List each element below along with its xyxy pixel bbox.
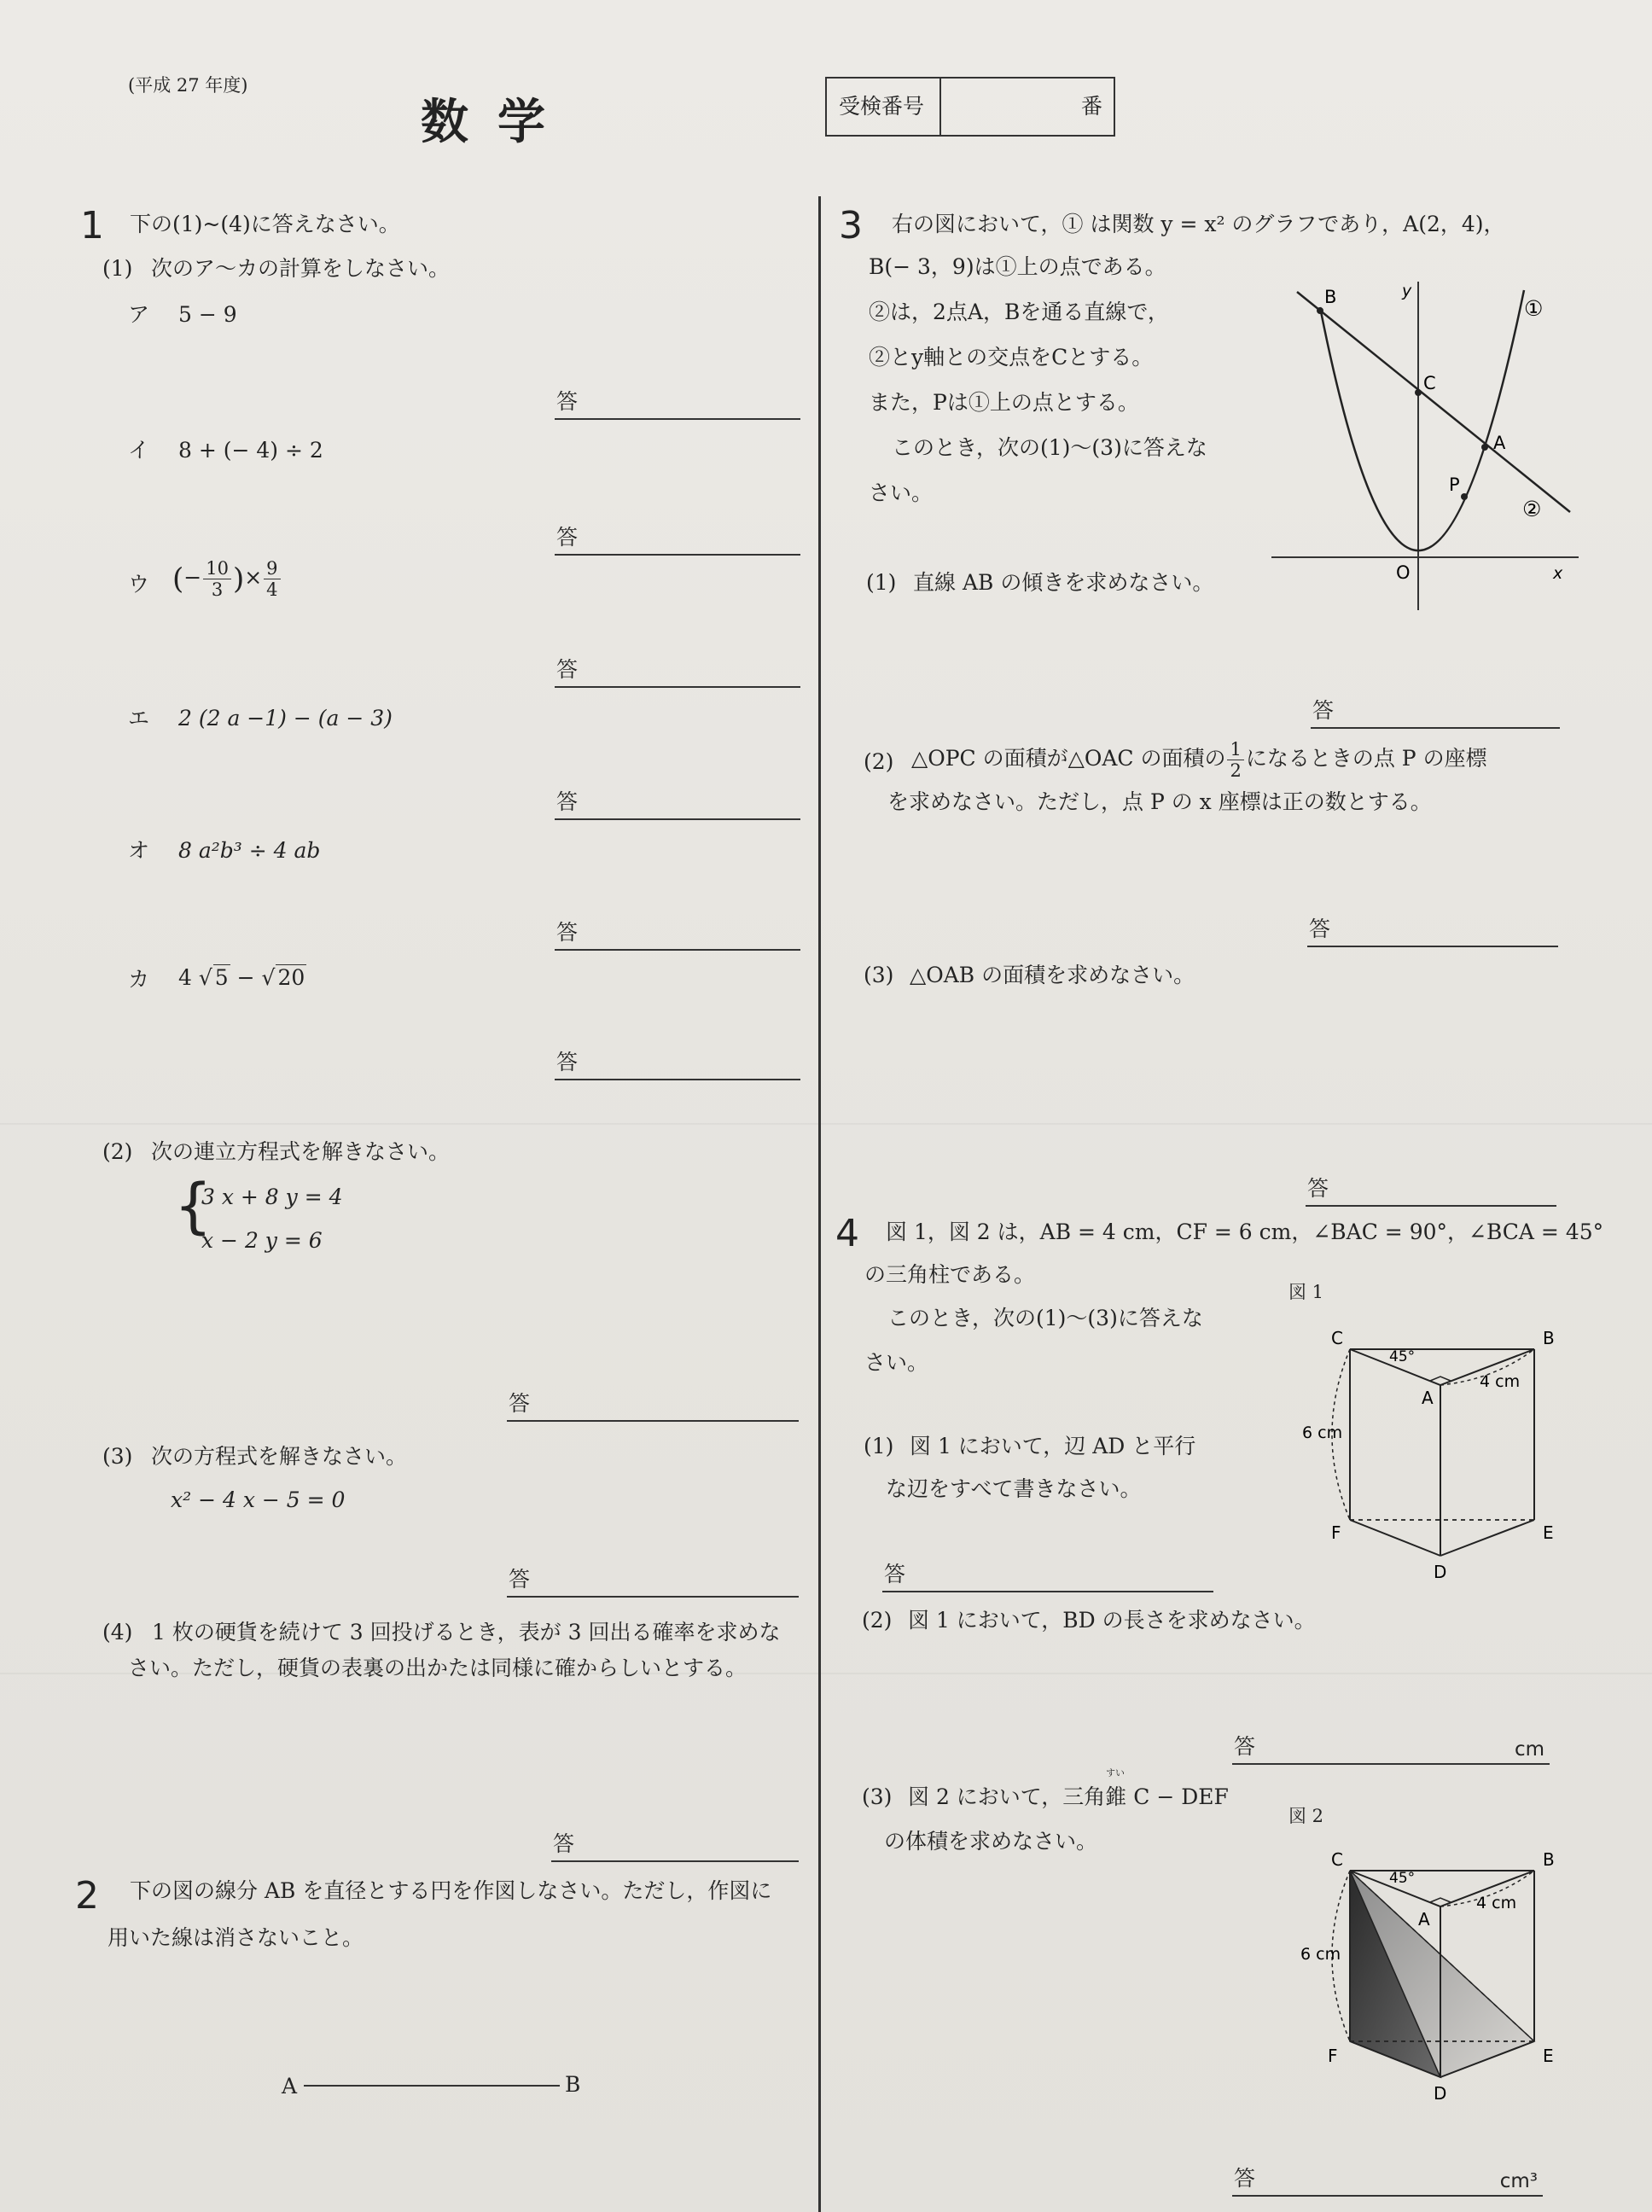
q1-part4-line1: 1 枚の硬貨を続けて 3 回投げるとき，表が 3 回出る確率を求めな xyxy=(152,1620,781,1644)
fig2-label-b: B xyxy=(1543,1849,1555,1870)
segment-point-a: A xyxy=(282,2074,298,2098)
question-4-number: 4 xyxy=(835,1212,859,1255)
q4-line2: の三角柱である。 xyxy=(864,1262,1036,1287)
line-ab xyxy=(1297,292,1570,512)
point-c xyxy=(1415,389,1422,396)
q3-line4: ②とy軸との交点をCとする。 xyxy=(869,345,1154,370)
q3-line3: ②は，2点A，Bを通る直線で， xyxy=(869,300,1169,324)
q3-part2-text: △OPC の面積が△OAC の面積の $\frac{1}{2}$ になるときの点 P の座標 xyxy=(911,739,1487,782)
answer-field-4-1[interactable]: 答 xyxy=(882,1563,1213,1592)
prism-figure-1 xyxy=(1297,1318,1570,1583)
answer-field-1f[interactable]: 答 xyxy=(555,1051,800,1080)
answer-field-1e[interactable]: 答 xyxy=(555,922,800,951)
question-2-number: 2 xyxy=(75,1874,99,1918)
q1-d-expr: 2 (2 a −1) − (a − 3) xyxy=(178,706,393,731)
graph-label-c: C xyxy=(1423,373,1436,393)
fig1-label-a: A xyxy=(1422,1388,1434,1408)
answer-field-3-3[interactable]: 答 xyxy=(1306,1178,1556,1207)
q1-a-expr: 5 − 9 xyxy=(178,302,237,327)
q1-eq2: x − 2 y = 6 xyxy=(201,1228,323,1253)
fig2-cf-length: 6 cm xyxy=(1300,1945,1341,1964)
question-3-number: 3 xyxy=(839,204,863,247)
q1-a-label: ア xyxy=(128,302,150,327)
fig2-label-f: F xyxy=(1328,2046,1338,2066)
fig2-label-d: D xyxy=(1434,2083,1447,2104)
graph-label-a: A xyxy=(1493,433,1506,453)
q4-line1: 図 1，図 2 は，AB = 4 cm，CF = 6 cm，∠BAC = 90°，∠BCA = 45° xyxy=(886,1220,1604,1244)
question-2-line1: 下の図の線分 AB を直径とする円を作図しなさい。ただし，作図に xyxy=(130,1878,772,1903)
q3-part3-label: (3) xyxy=(864,963,894,987)
q1-e-expr: 8 a²b³ ÷ 4 ab xyxy=(178,838,321,863)
question-2-line2: 用いた線は消さないこと。 xyxy=(108,1925,364,1950)
answer-field-3-2[interactable]: 答 xyxy=(1307,918,1558,947)
fig2-label-e: E xyxy=(1543,2046,1554,2066)
parabola-curve xyxy=(1320,290,1524,550)
exam-number-suffix: 番 xyxy=(1081,94,1103,119)
q3-part3-text: △OAB の面積を求めなさい。 xyxy=(910,963,1195,987)
answer-field-1d[interactable]: 答 xyxy=(555,791,800,820)
q3-part1-text: 直線 AB の傾きを求めなさい。 xyxy=(913,570,1214,595)
fig2-angle: 45° xyxy=(1389,1870,1416,1887)
fig2-label-c: C xyxy=(1331,1849,1343,1870)
q1-part3-label: (3) xyxy=(102,1444,133,1469)
year-note: (平成 27 年度) xyxy=(128,75,248,96)
q1-e-label: オ xyxy=(128,838,150,863)
graph-label-b: B xyxy=(1324,287,1337,307)
q4-part3-text: 図 2 において，三角錐 C − DEF xyxy=(908,1784,1229,1809)
q4-part1-line1: 図 1 において，辺 AD と平行 xyxy=(910,1434,1196,1458)
point-b xyxy=(1317,307,1323,314)
q1-part3-text: 次の方程式を解きなさい。 xyxy=(151,1444,408,1469)
fig2-caption: 図 2 xyxy=(1288,1806,1324,1826)
segment-ab xyxy=(304,2085,560,2087)
question-1-number: 1 xyxy=(80,204,104,247)
q4-part1-line2: な辺をすべて書きなさい。 xyxy=(886,1476,1142,1501)
q1-eq3: x² − 4 x − 5 = 0 xyxy=(171,1487,346,1512)
fig1-label-e: E xyxy=(1543,1522,1554,1543)
q3-line6: このとき，次の(1)～(3)に答えな xyxy=(892,435,1207,460)
answer-field-4-3[interactable]: 答 cm³ xyxy=(1232,2168,1543,2197)
fig1-angle: 45° xyxy=(1389,1348,1416,1365)
fig1-label-b: B xyxy=(1543,1328,1555,1348)
page-title: 数学 xyxy=(421,94,574,150)
graph-label-o: O xyxy=(1396,562,1411,583)
fig1-label-c: C xyxy=(1331,1328,1343,1348)
answer-field-1-2[interactable]: 答 xyxy=(507,1393,799,1422)
fig1-label-d: D xyxy=(1434,1562,1447,1582)
q1-part2-text: 次の連立方程式を解きなさい。 xyxy=(151,1139,451,1164)
q3-line5: また，Pは①上の点とする。 xyxy=(869,390,1139,415)
graph-label-line: ② xyxy=(1522,497,1542,521)
q4-part2-label: (2) xyxy=(862,1608,893,1633)
system-brace: { xyxy=(174,1171,212,1241)
q3-part2-line2: を求めなさい。ただし，点 P の x 座標は正の数とする。 xyxy=(887,789,1432,814)
fig2-label-a: A xyxy=(1418,1909,1430,1930)
fig1-cf-length: 6 cm xyxy=(1302,1423,1343,1442)
fig1-label-f: F xyxy=(1331,1522,1341,1543)
q1-part4-label: (4) xyxy=(102,1620,133,1644)
answer-field-1b[interactable]: 答 xyxy=(555,527,800,556)
point-a xyxy=(1481,444,1488,451)
graph-label-x: x xyxy=(1553,564,1563,583)
fig1-ab-length: 4 cm xyxy=(1480,1372,1521,1391)
graph-label-curve: ① xyxy=(1524,296,1544,321)
q4-line3: このとき，次の(1)～(3)に答えな xyxy=(887,1306,1203,1330)
paper-fold xyxy=(0,1123,1652,1125)
prism-figure-2 xyxy=(1297,1843,1570,2116)
q3-part1-label: (1) xyxy=(866,570,897,595)
answer-field-1-4[interactable]: 答 xyxy=(551,1833,799,1862)
question-1-intro: 下の(1)~(4)に答えなさい。 xyxy=(130,212,400,236)
q1-f-label: カ xyxy=(128,967,150,992)
point-p xyxy=(1461,493,1468,500)
column-divider xyxy=(818,196,821,2212)
q3-part2-label: (2) xyxy=(864,749,894,774)
q4-part3-line2: の体積を求めなさい。 xyxy=(884,1829,1098,1854)
q3-line2: B(− 3，9)は①上の点である。 xyxy=(869,254,1166,279)
parabola-graph xyxy=(1263,273,1579,614)
answer-field-3-1[interactable]: 答 xyxy=(1311,700,1560,729)
segment-point-b: B xyxy=(565,2072,581,2097)
fig1-caption: 図 1 xyxy=(1288,1282,1324,1302)
q4-part3-label: (3) xyxy=(862,1784,893,1809)
q1-c-label: ウ xyxy=(128,572,150,597)
q1-part4-line2: さい。ただし，硬貨の表裏の出かたは同様に確からしいとする。 xyxy=(128,1656,747,1680)
q3-line1: 右の図において，① は関数 y = x² のグラフであり，A(2，4)， xyxy=(892,212,1505,236)
q1-part1-text: 次のア～カの計算をしなさい。 xyxy=(151,256,451,281)
q1-c-expr: (− $\frac{10}{3}$ )× $\frac{9}{4}$ xyxy=(172,558,282,600)
graph-label-p: P xyxy=(1449,474,1460,495)
q3-line7: さい。 xyxy=(869,480,934,505)
q1-b-expr: 8 + (− 4) ÷ 2 xyxy=(178,438,323,463)
q1-f-expr: 4 √ 5 − √ 20 xyxy=(178,965,305,990)
answer-field-1-3[interactable]: 答 xyxy=(507,1569,799,1598)
q4-part1-label: (1) xyxy=(864,1434,894,1458)
answer-field-1c[interactable]: 答 xyxy=(555,659,800,688)
fig2-ab-length: 4 cm xyxy=(1476,1894,1517,1912)
q1-part1-label: (1) xyxy=(102,256,133,281)
answer-field-4-2[interactable]: 答 cm xyxy=(1232,1736,1550,1765)
q4-line4: さい。 xyxy=(864,1350,929,1375)
q4-part3-ruby: すい xyxy=(1106,1767,1125,1778)
q1-b-label: イ xyxy=(128,438,150,463)
q1-d-label: エ xyxy=(128,706,150,731)
graph-label-y: y xyxy=(1402,282,1412,300)
answer-field-1a[interactable]: 答 xyxy=(555,391,800,420)
q4-part2-text: 図 1 において，BD の長さを求めなさい。 xyxy=(908,1608,1316,1633)
exam-number-label: 受検番号 xyxy=(839,94,925,119)
exam-number-box[interactable] xyxy=(825,77,1115,137)
q1-eq1: 3 x + 8 y = 4 xyxy=(201,1185,343,1209)
q1-part2-label: (2) xyxy=(102,1139,133,1164)
